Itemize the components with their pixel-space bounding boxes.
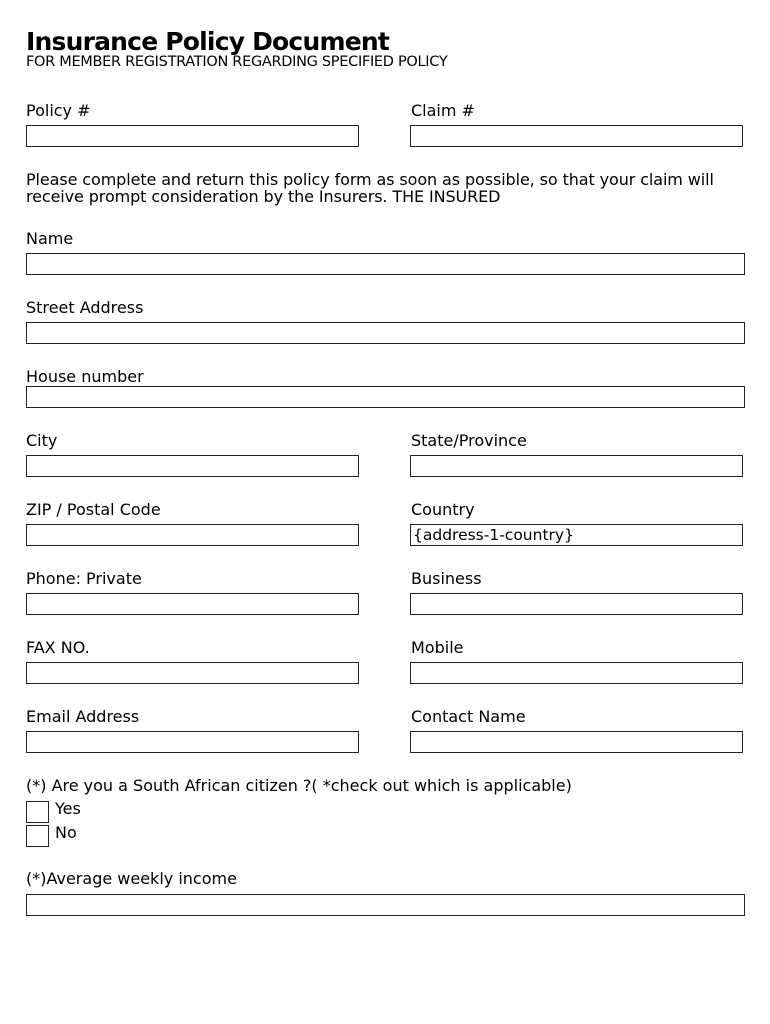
average-weekly-income-label: (*)Average weekly income (26, 869, 237, 888)
page-title: Insurance Policy Document (26, 27, 390, 56)
email-address-label: Email Address (26, 707, 140, 726)
business-phone-input[interactable] (410, 593, 743, 615)
city-input[interactable] (26, 455, 359, 477)
average-weekly-income-input[interactable] (26, 894, 745, 916)
name-label: Name (26, 229, 74, 248)
policy-number-label: Policy # (26, 101, 91, 120)
email-address-input[interactable] (26, 731, 359, 753)
name-input[interactable] (26, 253, 745, 275)
claim-number-label: Claim # (411, 101, 475, 120)
intro-text: Please complete and return this policy form as soon as possible, so that your claim will receive prompt consideration by the Insurers. THE INSURED (26, 170, 714, 206)
citizen-question: (*) Are you a South African citizen ?( *check out which is applicable) (26, 776, 572, 795)
mobile-input[interactable] (410, 662, 743, 684)
citizen-yes-checkbox[interactable] (26, 801, 49, 823)
fax-input[interactable] (26, 662, 359, 684)
page-subtitle: FOR MEMBER REGISTRATION REGARDING SPECIFIED POLICY (26, 54, 448, 70)
zip-code-label: ZIP / Postal Code (26, 500, 161, 519)
phone-private-label: Phone: Private (26, 569, 142, 588)
contact-name-label: Contact Name (411, 707, 526, 726)
street-address-input[interactable] (26, 322, 745, 344)
city-label: City (26, 431, 58, 450)
house-number-input[interactable] (26, 386, 745, 408)
claim-number-input[interactable] (410, 125, 743, 147)
citizen-no-checkbox[interactable] (26, 825, 49, 847)
state-province-input[interactable] (410, 455, 743, 477)
citizen-yes-label: Yes (55, 799, 81, 818)
phone-private-input[interactable] (26, 593, 359, 615)
policy-number-input[interactable] (26, 125, 359, 147)
business-phone-label: Business (411, 569, 482, 588)
country-label: Country (411, 500, 475, 519)
street-address-label: Street Address (26, 298, 144, 317)
country-input[interactable] (410, 524, 743, 546)
contact-name-input[interactable] (410, 731, 743, 753)
fax-label: FAX NO. (26, 638, 90, 657)
citizen-no-label: No (55, 823, 77, 842)
state-province-label: State/Province (411, 431, 527, 450)
house-number-label: House number (26, 367, 144, 386)
zip-code-input[interactable] (26, 524, 359, 546)
mobile-label: Mobile (411, 638, 464, 657)
